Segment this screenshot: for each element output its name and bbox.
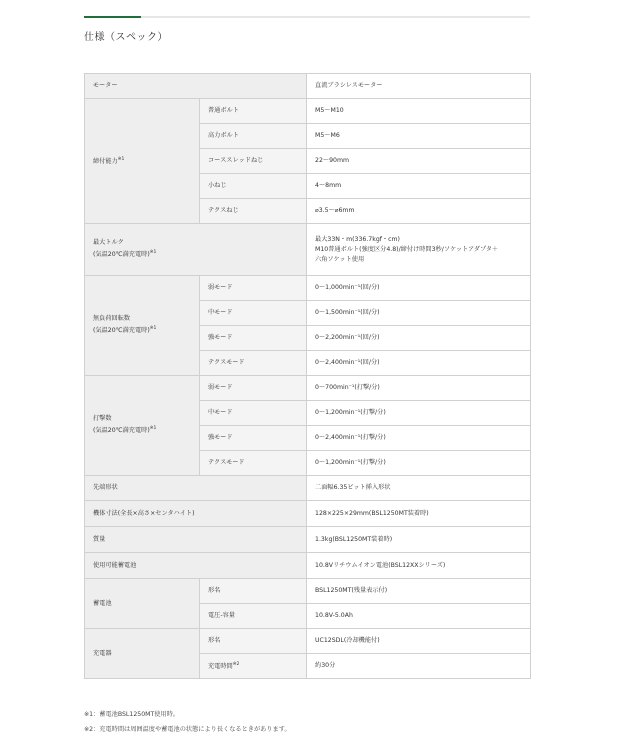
sub-value: 0～2,400min⁻¹(回/分) bbox=[307, 351, 531, 376]
sub-value: 0～1,000min⁻¹(回/分) bbox=[307, 276, 531, 301]
spec-table bbox=[84, 73, 531, 679]
table-row bbox=[85, 476, 531, 501]
sub-label: テクスモード bbox=[200, 351, 307, 376]
sub-value: 4～8mm bbox=[307, 174, 531, 199]
table-row bbox=[85, 579, 531, 604]
sub-value: 0～2,400min⁻¹(打撃/分) bbox=[307, 426, 531, 451]
row-value-motor: 直流ブラシレスモーター bbox=[307, 74, 531, 99]
sub-value: ⌀3.5～⌀6mm bbox=[307, 199, 531, 224]
row-value-dims: 128×225×29mm(BSL1250MT装着時) bbox=[307, 501, 531, 527]
table-row bbox=[85, 276, 531, 301]
group-label-battery: 蓄電池 bbox=[85, 579, 200, 629]
table-row bbox=[85, 376, 531, 401]
row-value-mass: 1.3kg(BSL1250MT装着時) bbox=[307, 527, 531, 553]
row-label-mass: 質量 bbox=[85, 527, 307, 553]
header-rule bbox=[84, 16, 530, 18]
row-value-battery-type: 10.8Vリチウムイオン電池(BSL12XXシリーズ) bbox=[307, 553, 531, 579]
sub-value: 0～1,200min⁻¹(打撃/分) bbox=[307, 451, 531, 476]
group-label-charger: 充電器 bbox=[85, 629, 200, 679]
table-row bbox=[85, 629, 531, 654]
sub-label: 中モード bbox=[200, 301, 307, 326]
sub-value: 0～700min⁻¹(打撃/分) bbox=[307, 376, 531, 401]
sub-label: 中モード bbox=[200, 401, 307, 426]
sub-label: 高力ボルト bbox=[200, 124, 307, 149]
sub-label: 形名 bbox=[200, 629, 307, 654]
sub-value: 0～2,200min⁻¹(回/分) bbox=[307, 326, 531, 351]
sub-label: コーススレッドねじ bbox=[200, 149, 307, 174]
group-label-torque: 最大トルク (気温20℃満充電時)$^{※1}$ bbox=[85, 224, 307, 276]
group-label-tightening: 締付能力$^{※1}$ bbox=[85, 99, 200, 224]
table-row bbox=[85, 527, 531, 553]
table-row bbox=[85, 501, 531, 527]
section-title: 仕様（スペック） bbox=[84, 32, 168, 43]
footnote: ※2：充電時間は周囲温度や蓄電池の状態により長くなるときがあります。 bbox=[84, 726, 291, 733]
sub-value: 0～1,500min⁻¹(回/分) bbox=[307, 301, 531, 326]
sub-label: 普通ボルト bbox=[200, 99, 307, 124]
sub-value: BSL1250MT(残量表示付) bbox=[307, 579, 531, 604]
sub-label: テクスねじ bbox=[200, 199, 307, 224]
sub-label: 電圧-容量 bbox=[200, 604, 307, 629]
table-row bbox=[85, 553, 531, 579]
group-label-noload: 無負荷回転数 (気温20℃満充電時)$^{※1}$ bbox=[85, 276, 200, 376]
row-label-battery-type: 使用可能蓄電池 bbox=[85, 553, 307, 579]
group-label-impact: 打撃数 (気温20℃満充電時)$^{※1}$ bbox=[85, 376, 200, 476]
sub-label: テクスモード bbox=[200, 451, 307, 476]
sub-label: 強モード bbox=[200, 326, 307, 351]
table-row bbox=[85, 224, 531, 276]
sub-value: 10.8V-5.0Ah bbox=[307, 604, 531, 629]
sub-value: 22～90mm bbox=[307, 149, 531, 174]
torque-value: 最大33N・m(336.7kgf・cm) M10普通ボルト(強度区分4.8)/締付け時間3秒/ソケットアダプタ＋ 六角ソケット使用 bbox=[307, 224, 531, 276]
header-rule-accent bbox=[84, 16, 141, 18]
sub-label: 弱モード bbox=[200, 376, 307, 401]
sub-value: M5～M10 bbox=[307, 99, 531, 124]
row-label-motor: モーター bbox=[85, 74, 307, 99]
table-row bbox=[85, 99, 531, 124]
footnotes bbox=[84, 707, 291, 737]
sub-value: 約30分 bbox=[307, 654, 531, 679]
sub-label: 充電時間$^{※2}$ bbox=[200, 654, 307, 679]
sub-label: 弱モード bbox=[200, 276, 307, 301]
sub-label: 強モード bbox=[200, 426, 307, 451]
row-value-tip: 二面幅6.35ビット挿入形状 bbox=[307, 476, 531, 501]
row-label-dims: 機体寸法(全長×高さ×センタハイト) bbox=[85, 501, 307, 527]
footnote: ※1：蓄電池BSL1250MT使用時。 bbox=[84, 711, 179, 718]
table-row bbox=[85, 74, 531, 99]
sub-label: 形名 bbox=[200, 579, 307, 604]
sub-value: 0～1,200min⁻¹(打撃/分) bbox=[307, 401, 531, 426]
sub-label: 小ねじ bbox=[200, 174, 307, 199]
sub-value: UC12SDL(冷却機能付) bbox=[307, 629, 531, 654]
row-label-tip: 先端形状 bbox=[85, 476, 307, 501]
sub-value: M5～M6 bbox=[307, 124, 531, 149]
